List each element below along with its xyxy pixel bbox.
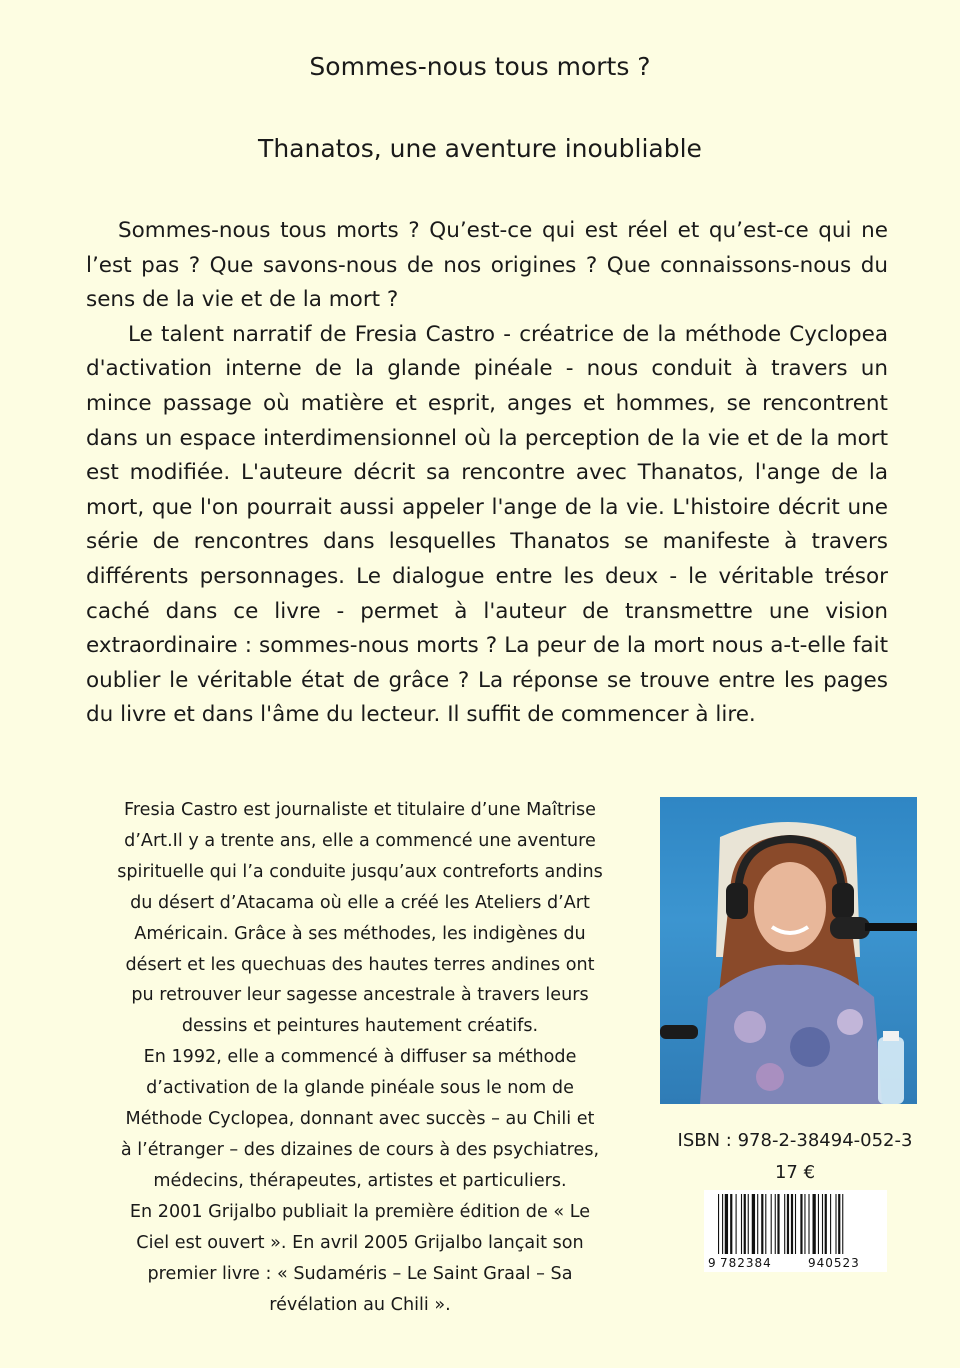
barcode-bar: [825, 1194, 827, 1254]
barcode-bar: [722, 1194, 723, 1254]
barcode-bar: [795, 1194, 796, 1254]
barcode-bar: [818, 1194, 819, 1254]
barcode-group-2: 940523: [808, 1256, 860, 1270]
author-bio: [78, 795, 642, 1320]
bio-line: spirituelle qui l’a conduite jusqu’aux contreforts andins: [117, 861, 603, 882]
bio-line: dessins et peintures hautement créatifs.: [181, 1016, 539, 1037]
blurb-paragraph-2: Le talent narratif de Fresia Castro - créatrice de la méthode Cyclopea d'activation interne de la glande pinéale - nous conduit à travers un mince passage où matière et esprit, anges et hommes, se rencontrent dans un espace interdimensionnel où la perception de la vie et de la mort est modifiée. L'auteure décrit sa rencontre avec Thanatos, l'ange de la mort, que l'on pourrait aussi appeler l'ange de la vie. L'histoire décrit une série de rencontres dans lesquelles Thanatos se manifeste à travers différents personnages. Le dialogue entre les deux - le véritable trésor caché dans ce livre - permet à l'auteur de transmettre une vision extraordinaire : sommes-nous morts ? La peur de la mort nous a-t-elle fait oublier le véritable état de grâce ? La réponse se trouve entre les pages du livre et dans l'âme du lecteur. Il suffit de commencer à lire.: [86, 321, 888, 728]
barcode-bar: [771, 1194, 772, 1254]
barcode-bar: [838, 1194, 840, 1254]
author-photo: [660, 797, 917, 1104]
bio-line: Ciel est ouvert ». En avril 2005 Grijalbo lançait son: [136, 1232, 584, 1253]
barcode-bar: [748, 1194, 749, 1254]
barcode-bars: [718, 1194, 843, 1254]
barcode-bar: [777, 1194, 779, 1254]
barcode-bar: [761, 1194, 763, 1254]
barcode-bar: [822, 1194, 823, 1254]
barcode-bar: [775, 1194, 776, 1254]
barcode-bar: [725, 1194, 728, 1254]
barcode-bar: [804, 1194, 805, 1254]
barcode-bar: [741, 1194, 742, 1254]
barcode-bar: [784, 1194, 785, 1254]
bio-line: révélation au Chili ».: [269, 1294, 451, 1315]
barcode-bar: [736, 1194, 737, 1254]
bio-line: premier livre : « Sudaméris – Le Saint Graal – Sa: [147, 1263, 573, 1284]
bio-line: du désert d’Atacama où elle a créé les Ateliers d’Art: [130, 892, 590, 913]
bio-line: d’activation de la glande pinéale sous le nom de: [146, 1078, 574, 1099]
barcode-bar: [835, 1194, 836, 1254]
bio-line: d’Art.Il y a trente ans, elle a commencé une aventure: [124, 830, 596, 851]
barcode-bar: [830, 1194, 831, 1254]
barcode-bar: [718, 1194, 719, 1254]
barcode-bar: [787, 1194, 789, 1254]
barcode-bar: [744, 1194, 746, 1254]
bio-line: En 1992, elle a commencé à diffuser sa méthode: [143, 1047, 577, 1068]
barcode-bar: [842, 1194, 843, 1254]
bio-line: à l’étranger – des dizaines de cours à des psychiatres,: [120, 1139, 600, 1160]
bio-line: désert et les quechuas des hautes terres andines ont: [125, 954, 595, 975]
barcode-bar: [808, 1194, 809, 1254]
barcode-left-digit: 9: [708, 1256, 716, 1270]
blurb-text: [86, 214, 888, 733]
bio-line: Méthode Cyclopea, donnant avec succès – au Chili et: [125, 1109, 595, 1130]
barcode-bar: [752, 1194, 755, 1254]
price-label: 17 €: [774, 1162, 816, 1183]
blurb-paragraph-1: Sommes-nous tous morts ? Qu’est-ce qui est réel et qu’est-ce qui ne l’est pas ? Que savons-nous de nos origines ? Que connaissons-nous du sens de la vie et de la mort ?: [86, 218, 888, 313]
bio-line: En 2001 Grijalbo publiait la première édition de « Le: [129, 1201, 591, 1222]
cover-question-heading: Sommes-nous tous morts ?: [309, 52, 651, 81]
barcode-group-1: 782384: [720, 1256, 772, 1270]
cover-subtitle-heading: Thanatos, une aventure inoubliable: [258, 134, 702, 163]
barcode-graphic: [704, 1190, 887, 1272]
barcode-bar: [757, 1194, 758, 1254]
isbn-label: ISBN : 978-2-38494-052-3: [677, 1130, 913, 1151]
author-portrait-illustration: [660, 797, 917, 1104]
barcode-bar: [800, 1194, 802, 1254]
barcode-bar: [813, 1194, 816, 1254]
barcode-bar: [791, 1194, 793, 1254]
bio-line: médecins, thérapeutes, artistes et particuliers.: [153, 1170, 567, 1191]
barcode-bar: [765, 1194, 766, 1254]
barcode-bar: [730, 1194, 732, 1254]
bio-line: Américain. Grâce à ses méthodes, les indigènes du: [134, 923, 586, 944]
bio-line: Fresia Castro est journaliste et titulaire d’une Maîtrise: [124, 800, 596, 820]
barcode: [704, 1190, 887, 1272]
bio-line: pu retrouver leur sagesse ancestrale à travers leurs: [131, 985, 589, 1006]
